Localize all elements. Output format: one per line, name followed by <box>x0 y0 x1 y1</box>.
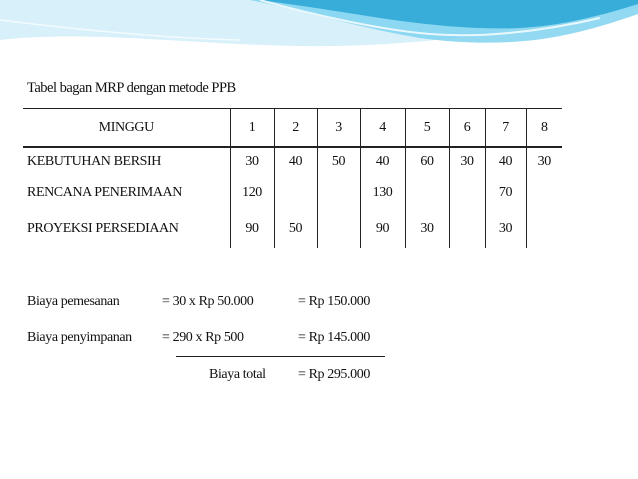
table-row <box>23 147 562 175</box>
table-cell: 70 <box>485 175 526 210</box>
table-cell: 30 <box>449 147 485 175</box>
table-cell: 130 <box>360 175 405 210</box>
table-caption: Tabel bagan MRP dengan metode PPB <box>27 80 236 96</box>
table-cell: 50 <box>317 147 360 175</box>
header-cell: 2 <box>274 109 317 148</box>
table-cell: 120 <box>230 175 274 210</box>
row-label: RENCANA PENERIMAAN <box>27 184 182 200</box>
sum-rule <box>176 356 385 357</box>
ordering-cost-formula: = 30 x Rp 50.000 <box>162 294 254 309</box>
holding-cost-formula: = 290 x Rp 500 <box>162 330 244 345</box>
table-cell <box>526 210 562 248</box>
table-cell: 90 <box>360 210 405 248</box>
table-cell: 30 <box>405 210 449 248</box>
table-row <box>23 210 562 248</box>
table-cell: 30 <box>526 147 562 175</box>
table-cell: 60 <box>405 147 449 175</box>
table-cell: 50 <box>274 210 317 248</box>
table-cell: 40 <box>485 147 526 175</box>
table-cell <box>405 175 449 210</box>
header-cell: 1 <box>230 109 274 148</box>
table-cell: 30 <box>230 147 274 175</box>
row-label: PROYEKSI PERSEDIAAN <box>27 221 179 236</box>
holding-cost-label: Biaya penyimpanan <box>27 330 132 345</box>
header-cell: 6 <box>449 109 485 148</box>
header-cell: 7 <box>485 109 526 148</box>
table-cell <box>274 175 317 210</box>
table-cell <box>449 210 485 248</box>
holding-cost-result: = Rp 145.000 <box>298 330 370 345</box>
row-label: KEBUTUHAN BERSIH <box>27 153 161 169</box>
header-cell: 3 <box>317 109 360 148</box>
header-cell: 8 <box>526 109 562 148</box>
ordering-cost-result: = Rp 150.000 <box>298 294 370 309</box>
header-cell: 5 <box>405 109 449 148</box>
table-row <box>23 175 562 210</box>
table-cell: 30 <box>485 210 526 248</box>
total-cost-result: = Rp 295.000 <box>298 367 370 382</box>
table-cell: 90 <box>230 210 274 248</box>
table-cell: 40 <box>274 147 317 175</box>
table-cell <box>317 175 360 210</box>
table-header-row <box>23 109 562 148</box>
total-cost-label: Biaya total <box>209 367 266 382</box>
mrp-table <box>23 108 562 248</box>
table-cell: 40 <box>360 147 405 175</box>
header-cell: MINGGU <box>23 109 230 148</box>
table-cell <box>449 175 485 210</box>
decorative-header-wave <box>0 0 638 70</box>
table-cell <box>526 175 562 210</box>
table-cell <box>317 210 360 248</box>
ordering-cost-label: Biaya pemesanan <box>27 294 120 309</box>
header-cell: 4 <box>360 109 405 148</box>
